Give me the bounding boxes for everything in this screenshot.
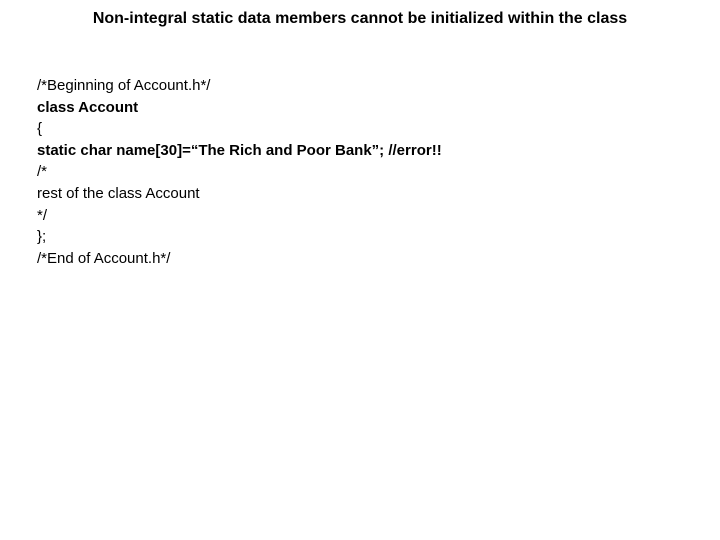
- code-line-4: static char name[30]=“The Rich and Poor Bank”; //error!!: [37, 141, 442, 159]
- code-line-8: };: [37, 228, 47, 246]
- code-line-5: /*: [37, 163, 48, 181]
- code-line-3: {: [37, 120, 43, 138]
- code-line-7: */: [37, 206, 48, 224]
- slide-title: Non-integral static data members cannot be initialized within the class: [92, 10, 628, 27]
- code-block: [37, 75, 697, 269]
- code-line-9: /*End of Account.h*/: [37, 249, 171, 267]
- code-line-1: /*Beginning of Account.h*/: [37, 77, 211, 94]
- code-line-6: rest of the class Account: [37, 184, 200, 202]
- code-line-2: class Account: [37, 98, 139, 116]
